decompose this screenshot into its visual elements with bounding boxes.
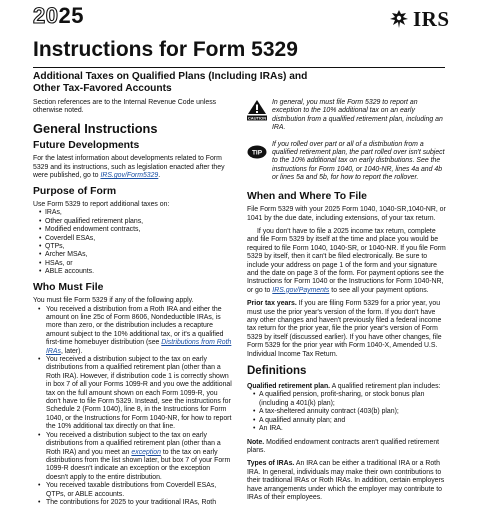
types-label: Types of IRAs. (247, 460, 295, 468)
item-text: to the tax on early distributions from the list shown later, but box 7 of your Form 1099-R doesn't indicate an exception or the exception doesn't apply to the entire distribution. (46, 448, 231, 481)
definitions-heading: Definitions (247, 365, 307, 378)
year-suffix: 25 (58, 3, 84, 28)
list-item: • Modified endowment contracts, (39, 226, 233, 234)
form-year (33, 4, 84, 28)
list-item: • A qualified annuity plan; and (253, 417, 447, 425)
list-item: • A tax-sheltered annuity contract (403(b) plan); (253, 408, 447, 416)
general-instructions-heading: General Instructions (33, 120, 158, 136)
list-item (37, 306, 233, 356)
intro-text: Section references are to the Internal Revenue Code unless otherwise noted. (33, 99, 217, 115)
list-item: • You received a distribution subject to the tax on early distributions from a qualified retirement plan (other than a Roth IRA). However, if distribution code 1 is correctly shown in box 7 of all your Forms 1099-R and you owe the additional tax on the full amount shown on each Form 1099-R, you don't have to file Form 5329. Instead, see the instructions for Schedule 2 (Form 1040), line 8, in the Instructions for Form 1040, or the Instructions for Form 1040-NR, for how to report the 10% additional tax directly on that line. (37, 356, 233, 432)
title-rule (33, 67, 445, 68)
item-text: , later). (60, 347, 83, 355)
types-paragraph (247, 460, 447, 502)
caution-label: CAUTION (247, 115, 267, 121)
purpose-list (33, 209, 233, 276)
who-must-file-heading: Who Must File (33, 281, 104, 293)
qualified-plan-paragraph (247, 383, 447, 391)
when-where-heading: When and Where To File (247, 190, 367, 202)
roth-distributions-link[interactable]: Distributions from Roth IRAs (46, 339, 232, 355)
caution-callout (247, 99, 447, 133)
types-text: An IRA can be either a traditional IRA or a Roth IRA. In general, individuals may make their own contributions to their traditional IRAs or Roth IRAs. In addition, certain employers have arrangements under which the employer may contribute to IRAs of their employees. (247, 460, 445, 501)
list-item: • Archer MSAs, (39, 251, 233, 259)
qualified-plan-list (247, 391, 447, 433)
note-text: Modified endowment contracts aren't qualified retirement plans. (247, 438, 440, 454)
qualified-plan-text: A qualified retirement plan includes: (331, 383, 441, 391)
item-text: You received a distribution subject to the tax on early distributions from a qualified retirement plan (other than a Roth IRA) and you meet an (46, 431, 221, 456)
prior-years-text: If you are filing Form 5329 for a prior year, you must use the prior year's version of the form. If you don't have any other changes and haven't previously filed a federal income tax return for the prior year, file the prior year's version of Form 5329 by itself (discussed earlier). If you have other changes, file Form 5329 for the prior year with Form 1040-X, Amended U.S. Individual Income Tax Return. (247, 300, 442, 358)
list-item: • Coverdell ESAs, (39, 235, 233, 243)
page-subtitle: Additional Taxes on Qualified Plans (Including IRAs) and Other Tax-Favored Accounts (33, 71, 308, 94)
prior-years-label: Prior tax years. (247, 300, 297, 308)
purpose-text: Use Form 5329 to report additional taxes on: (33, 201, 170, 209)
who-must-file-text: You must file Form 5329 if any of the following apply. (33, 297, 194, 305)
future-developments-heading: Future Developments (33, 139, 140, 151)
note-label: Note. (247, 438, 265, 446)
tip-text: If you rolled over part or all of a distribution from a qualified retirement plan, the part rolled over isn't subject to the 10% additional tax on early distributions. See the instructions for Form 1040, or 1040-NR, lines 4a and 4b or lines 5a and 5b, for how to report the rollover. (272, 140, 445, 182)
who-must-file-list (33, 306, 233, 507)
item-text: You received a distribution from a Roth IRA and either the amount on line 25c of Form 8606, Nondeductible IRAs, is more than zero, or the distribution includes a recapture amount subject to the 10% additional tax, or it's a qualified first-time homebuyer distribution (see (46, 305, 224, 347)
year-prefix: 20 (33, 3, 59, 28)
future-text: For the latest information about developments related to Form 5329 and its instructions, such as legislation enacted after they were published, go to (33, 155, 225, 180)
when-where-text: File Form 5329 with your 2025 Form 1040, 1040-SR,1040-NR, or 1041 by the due date, including extensions, of your tax return. (247, 206, 446, 222)
note-paragraph (247, 439, 447, 456)
irs-eagle-icon (388, 8, 410, 30)
future-developments-text (33, 155, 233, 180)
tip-label: TIP (251, 149, 263, 157)
paragraph-text: to see all your payment options. (331, 286, 429, 294)
paragraph-text: If you don't have to file a 2025 income tax return, complete and file Form 5329 by itself at the time and place you would be required to file Form 1040, 1040-SR, or 1040-NR. If you file Form 5329 by itself, then it can't be filed electronically. Be sure to include your address on page 1 of the form and your signature and the date on page 3 of the form. For payment options see the Instructions for Form 1040 or the Instructions for Form 1040-NR, or go to (247, 227, 446, 294)
list-item: • ABLE accounts. (39, 268, 233, 276)
irs-logo (388, 8, 450, 30)
page-title: Instructions for Form 5329 (33, 38, 298, 61)
qualified-plan-label: Qualified retirement plan. (247, 383, 331, 391)
form5329-link[interactable]: IRS.gov/Form5329 (100, 172, 159, 180)
list-item: • The contributions for 2025 to your traditional IRAs, Roth (37, 499, 233, 507)
right-column (247, 99, 447, 507)
list-item: • HSAs, or (39, 260, 233, 268)
list-item: • You received taxable distributions from Coverdell ESAs, QTPs, or ABLE accounts. (37, 482, 233, 499)
list-item: • QTPs, (39, 243, 233, 251)
list-item (37, 432, 233, 482)
purpose-heading: Purpose of Form (33, 185, 117, 197)
prior-years-paragraph (247, 300, 447, 359)
list-item: • An IRA. (253, 425, 447, 433)
list-item: • A qualified pension, profit-sharing, or stock bonus plan (including a 401(k) plan); (253, 391, 447, 408)
caution-text: In general, you must file Form 5329 to report an exception to the 10% additional tax on an early distribution from a qualified retirement plan, including an IRA. (272, 99, 443, 132)
exception-link[interactable]: exception (131, 448, 161, 456)
future-end: . (158, 172, 161, 180)
tip-callout (247, 141, 447, 183)
left-column (33, 99, 233, 507)
list-item: • Other qualified retirement plans, (39, 218, 233, 226)
caution-icon (247, 99, 267, 121)
payments-link[interactable]: IRS.gov/Payments (272, 286, 330, 294)
tip-icon (247, 145, 267, 159)
irs-wordmark: IRS (413, 7, 450, 31)
when-where-text-2 (247, 228, 447, 295)
list-item: • IRAs, (39, 209, 233, 217)
